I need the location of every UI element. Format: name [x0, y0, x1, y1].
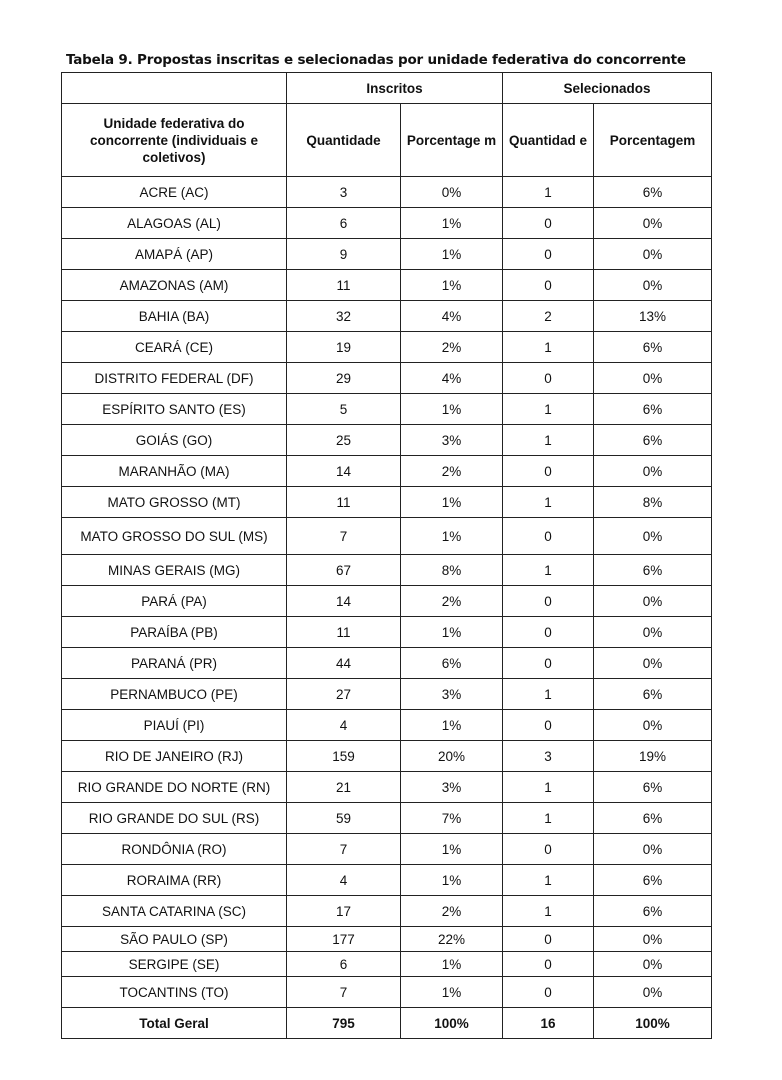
cell-pct-selecionados: 0%	[594, 927, 712, 952]
table-row	[62, 865, 712, 896]
cell-pct-selecionados: 0%	[594, 617, 712, 648]
cell-qtd-selecionados: 1	[503, 679, 594, 710]
cell-pct-inscritos: 20%	[401, 741, 503, 772]
cell-pct-selecionados: 6%	[594, 394, 712, 425]
cell-uf: ESPÍRITO SANTO (ES)	[62, 394, 287, 425]
table-body	[62, 177, 712, 1039]
cell-pct-inscritos: 1%	[401, 270, 503, 301]
table-row	[62, 456, 712, 487]
cell-pct-selecionados: 19%	[594, 741, 712, 772]
cell-qtd-selecionados: 1	[503, 772, 594, 803]
header-empty-cell	[62, 73, 287, 104]
cell-pct-inscritos: 2%	[401, 896, 503, 927]
cell-qtd-selecionados: 3	[503, 741, 594, 772]
cell-qtd-selecionados: 0	[503, 270, 594, 301]
cell-uf: MARANHÃO (MA)	[62, 456, 287, 487]
cell-qtd-inscritos: 5	[287, 394, 401, 425]
cell-pct-inscritos: 22%	[401, 927, 503, 952]
cell-uf: DISTRITO FEDERAL (DF)	[62, 363, 287, 394]
cell-qtd-selecionados: 0	[503, 208, 594, 239]
cell-qtd-selecionados: 1	[503, 865, 594, 896]
cell-uf: ACRE (AC)	[62, 177, 287, 208]
cell-pct-selecionados: 0%	[594, 977, 712, 1008]
cell-pct-inscritos: 2%	[401, 456, 503, 487]
cell-pct-selecionados: 6%	[594, 803, 712, 834]
cell-pct-selecionados: 0%	[594, 518, 712, 555]
table-row	[62, 648, 712, 679]
cell-pct-inscritos: 3%	[401, 679, 503, 710]
total-cell-pct-selecionados: 100%	[594, 1008, 712, 1039]
cell-pct-inscritos: 2%	[401, 332, 503, 363]
cell-qtd-inscritos: 19	[287, 332, 401, 363]
cell-pct-selecionados: 0%	[594, 952, 712, 977]
cell-uf: ALAGOAS (AL)	[62, 208, 287, 239]
table-row	[62, 208, 712, 239]
table-row	[62, 270, 712, 301]
cell-pct-selecionados: 0%	[594, 710, 712, 741]
cell-uf: PIAUÍ (PI)	[62, 710, 287, 741]
header-pct-selecionados: Porcentagem	[594, 104, 712, 177]
cell-uf: TOCANTINS (TO)	[62, 977, 287, 1008]
cell-uf: PERNAMBUCO (PE)	[62, 679, 287, 710]
table-row	[62, 927, 712, 952]
table-row	[62, 518, 712, 555]
cell-qtd-selecionados: 1	[503, 425, 594, 456]
cell-qtd-inscritos: 11	[287, 270, 401, 301]
cell-uf: RONDÔNIA (RO)	[62, 834, 287, 865]
cell-uf: RIO DE JANEIRO (RJ)	[62, 741, 287, 772]
cell-pct-inscritos: 1%	[401, 952, 503, 977]
header-qtd-selecionados: Quantidad e	[503, 104, 594, 177]
cell-qtd-inscritos: 9	[287, 239, 401, 270]
cell-uf: AMAZONAS (AM)	[62, 270, 287, 301]
cell-qtd-selecionados: 0	[503, 518, 594, 555]
table-row	[62, 177, 712, 208]
cell-qtd-inscritos: 21	[287, 772, 401, 803]
cell-pct-selecionados: 0%	[594, 834, 712, 865]
total-cell-pct-inscritos: 100%	[401, 1008, 503, 1039]
cell-pct-selecionados: 0%	[594, 363, 712, 394]
cell-pct-inscritos: 3%	[401, 425, 503, 456]
cell-pct-selecionados: 6%	[594, 865, 712, 896]
cell-qtd-inscritos: 32	[287, 301, 401, 332]
cell-uf: RORAIMA (RR)	[62, 865, 287, 896]
cell-uf: MINAS GERAIS (MG)	[62, 555, 287, 586]
header-uf: Unidade federativa do concorrente (individuais e coletivos)	[62, 104, 287, 177]
cell-qtd-inscritos: 6	[287, 208, 401, 239]
cell-pct-selecionados: 6%	[594, 896, 712, 927]
table-row	[62, 555, 712, 586]
cell-qtd-selecionados: 0	[503, 617, 594, 648]
cell-qtd-inscritos: 7	[287, 518, 401, 555]
cell-pct-inscritos: 1%	[401, 977, 503, 1008]
cell-qtd-inscritos: 14	[287, 456, 401, 487]
cell-pct-inscritos: 2%	[401, 586, 503, 617]
cell-qtd-selecionados: 2	[503, 301, 594, 332]
table-row	[62, 586, 712, 617]
cell-pct-inscritos: 1%	[401, 617, 503, 648]
cell-qtd-inscritos: 59	[287, 803, 401, 834]
cell-pct-selecionados: 6%	[594, 679, 712, 710]
cell-qtd-selecionados: 1	[503, 555, 594, 586]
total-cell-qtd-inscritos: 795	[287, 1008, 401, 1039]
total-cell-qtd-selecionados: 16	[503, 1008, 594, 1039]
cell-uf: MATO GROSSO (MT)	[62, 487, 287, 518]
table-row	[62, 977, 712, 1008]
table-row	[62, 487, 712, 518]
cell-qtd-inscritos: 29	[287, 363, 401, 394]
cell-qtd-selecionados: 0	[503, 363, 594, 394]
cell-pct-inscritos: 1%	[401, 487, 503, 518]
cell-qtd-selecionados: 1	[503, 803, 594, 834]
cell-qtd-selecionados: 1	[503, 332, 594, 363]
cell-uf: BAHIA (BA)	[62, 301, 287, 332]
table-caption: Tabela 9. Propostas inscritas e selecionadas por unidade federativa do concorrente	[66, 52, 686, 68]
cell-pct-selecionados: 13%	[594, 301, 712, 332]
table-row	[62, 710, 712, 741]
cell-pct-inscritos: 6%	[401, 648, 503, 679]
cell-pct-inscritos: 1%	[401, 518, 503, 555]
cell-pct-inscritos: 1%	[401, 834, 503, 865]
table-row	[62, 803, 712, 834]
cell-qtd-selecionados: 0	[503, 456, 594, 487]
cell-qtd-inscritos: 3	[287, 177, 401, 208]
header-group-inscritos: Inscritos	[287, 73, 503, 104]
data-table	[61, 72, 712, 1039]
cell-qtd-inscritos: 159	[287, 741, 401, 772]
cell-pct-selecionados: 6%	[594, 177, 712, 208]
cell-pct-selecionados: 0%	[594, 239, 712, 270]
header-pct-inscritos: Porcentage m	[401, 104, 503, 177]
cell-pct-inscritos: 7%	[401, 803, 503, 834]
cell-uf: GOIÁS (GO)	[62, 425, 287, 456]
table-row	[62, 952, 712, 977]
cell-qtd-inscritos: 44	[287, 648, 401, 679]
cell-pct-inscritos: 4%	[401, 301, 503, 332]
cell-qtd-selecionados: 0	[503, 710, 594, 741]
cell-qtd-selecionados: 1	[503, 487, 594, 518]
cell-pct-inscritos: 4%	[401, 363, 503, 394]
cell-uf: AMAPÁ (AP)	[62, 239, 287, 270]
cell-qtd-inscritos: 27	[287, 679, 401, 710]
cell-qtd-selecionados: 0	[503, 648, 594, 679]
cell-pct-inscritos: 1%	[401, 208, 503, 239]
cell-pct-selecionados: 6%	[594, 332, 712, 363]
table-row	[62, 772, 712, 803]
cell-pct-inscritos: 1%	[401, 865, 503, 896]
cell-qtd-inscritos: 11	[287, 487, 401, 518]
table-row	[62, 834, 712, 865]
cell-uf: RIO GRANDE DO NORTE (RN)	[62, 772, 287, 803]
cell-qtd-inscritos: 67	[287, 555, 401, 586]
cell-qtd-inscritos: 4	[287, 865, 401, 896]
cell-qtd-selecionados: 1	[503, 394, 594, 425]
cell-uf: SERGIPE (SE)	[62, 952, 287, 977]
cell-pct-selecionados: 8%	[594, 487, 712, 518]
table-row	[62, 741, 712, 772]
table-row	[62, 425, 712, 456]
cell-uf: PARÁ (PA)	[62, 586, 287, 617]
total-row	[62, 1008, 712, 1039]
cell-pct-inscritos: 0%	[401, 177, 503, 208]
cell-pct-selecionados: 6%	[594, 555, 712, 586]
cell-uf: RIO GRANDE DO SUL (RS)	[62, 803, 287, 834]
cell-pct-selecionados: 0%	[594, 456, 712, 487]
cell-uf: PARAÍBA (PB)	[62, 617, 287, 648]
cell-qtd-selecionados: 0	[503, 586, 594, 617]
cell-pct-inscritos: 1%	[401, 394, 503, 425]
table-row	[62, 363, 712, 394]
cell-pct-selecionados: 0%	[594, 208, 712, 239]
table-row	[62, 394, 712, 425]
table-row	[62, 301, 712, 332]
cell-qtd-inscritos: 7	[287, 977, 401, 1008]
cell-qtd-inscritos: 6	[287, 952, 401, 977]
table-row	[62, 896, 712, 927]
header-column-row	[62, 104, 712, 177]
cell-pct-selecionados: 6%	[594, 772, 712, 803]
cell-qtd-selecionados: 0	[503, 239, 594, 270]
header-group-selecionados: Selecionados	[503, 73, 712, 104]
header-group-row	[62, 73, 712, 104]
header-qtd-inscritos: Quantidade	[287, 104, 401, 177]
cell-pct-selecionados: 6%	[594, 425, 712, 456]
cell-pct-inscritos: 1%	[401, 710, 503, 741]
cell-uf: CEARÁ (CE)	[62, 332, 287, 363]
table-row	[62, 617, 712, 648]
cell-qtd-selecionados: 0	[503, 927, 594, 952]
cell-pct-selecionados: 0%	[594, 648, 712, 679]
cell-pct-inscritos: 1%	[401, 239, 503, 270]
cell-uf: SÃO PAULO (SP)	[62, 927, 287, 952]
cell-pct-selecionados: 0%	[594, 270, 712, 301]
total-cell-uf: Total Geral	[62, 1008, 287, 1039]
cell-pct-selecionados: 0%	[594, 586, 712, 617]
table-row	[62, 679, 712, 710]
cell-qtd-selecionados: 1	[503, 177, 594, 208]
cell-qtd-inscritos: 4	[287, 710, 401, 741]
cell-qtd-inscritos: 7	[287, 834, 401, 865]
cell-qtd-inscritos: 17	[287, 896, 401, 927]
cell-pct-inscritos: 3%	[401, 772, 503, 803]
cell-qtd-inscritos: 25	[287, 425, 401, 456]
cell-qtd-selecionados: 0	[503, 977, 594, 1008]
cell-uf: PARANÁ (PR)	[62, 648, 287, 679]
cell-pct-inscritos: 8%	[401, 555, 503, 586]
table-row	[62, 332, 712, 363]
cell-uf: MATO GROSSO DO SUL (MS)	[62, 518, 287, 555]
cell-qtd-selecionados: 0	[503, 834, 594, 865]
cell-qtd-selecionados: 0	[503, 952, 594, 977]
cell-uf: SANTA CATARINA (SC)	[62, 896, 287, 927]
table-row	[62, 239, 712, 270]
cell-qtd-inscritos: 11	[287, 617, 401, 648]
cell-qtd-inscritos: 14	[287, 586, 401, 617]
cell-qtd-selecionados: 1	[503, 896, 594, 927]
cell-qtd-inscritos: 177	[287, 927, 401, 952]
